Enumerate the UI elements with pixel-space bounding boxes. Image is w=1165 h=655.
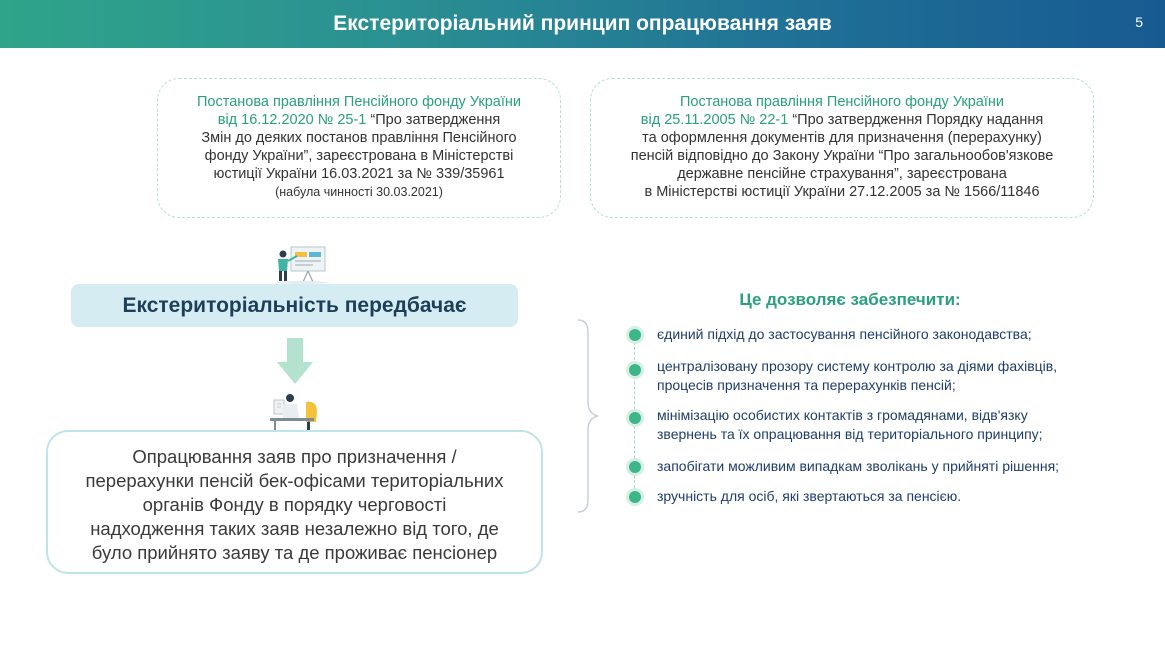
decree-2-line-5: державне пенсійне страхування”, зареєстрована (677, 166, 1007, 182)
decree-1-line-5: юстиції України 16.03.2021 за № 339/35961 (213, 166, 505, 182)
decree-2-line-1: Постанова правління Пенсійного фонду України (679, 94, 1005, 110)
process-line-1: Опрацювання заяв про призначення / (132, 446, 457, 467)
brace-icon (574, 318, 604, 514)
benefit-bullet-1 (629, 329, 641, 341)
decree-2-line-3: та оформлення документів для призначення (перерахунку) (642, 130, 1042, 146)
decree-2-continuation: “Про затвердження Порядку надання (788, 112, 1044, 128)
benefit-bullet-5 (629, 491, 641, 503)
benefit-3-line-2: звернень та їх опрацювання від територіального принципу; (657, 426, 1043, 442)
decree-1-continuation: “Про затвердження (366, 112, 501, 128)
process-line-2: перерахунки пенсій бек-офісами територіальних (85, 470, 504, 491)
process-line-4: надходження таких заяв незалежно від того, де (90, 518, 499, 539)
benefit-3-line-1: мінімізацію особистих контактів з громадянами, відв'язку (657, 407, 1028, 423)
extraterritoriality-pill: Екстериторіальність передбачає (71, 284, 518, 327)
decree-1-note: (набула чинності 30.03.2021) (275, 185, 443, 199)
decree-2-line-6: в Міністерстві юстиції України 27.12.2005 за № 1566/11846 (644, 184, 1040, 200)
benefit-1-line-1: єдиний підхід до застосування пенсійного законодавства; (657, 326, 1032, 342)
decree-box-2 (590, 78, 1094, 218)
process-description-box (46, 430, 543, 574)
page-number: 5 (1135, 14, 1143, 30)
decree-1-line-4: фонду України”, зареєстрована в Міністерстві (204, 148, 514, 164)
benefit-5-line-1: зручність для осіб, які звертаються за пенсією. (657, 488, 962, 504)
decree-2-number: від 25.11.2005 № 22-1 (640, 112, 789, 128)
page-title: Екстериторіальний принцип опрацювання заяв (333, 12, 832, 35)
benefit-2-line-2: процесів призначення та перерахунків пенсій; (657, 377, 956, 393)
benefit-item-4 (657, 457, 1137, 476)
benefit-2-line-1: централізовану прозору систему контролю за діями фахівців, (657, 358, 1058, 374)
benefit-item-1 (657, 325, 1137, 344)
decree-1-line-2 (158, 111, 560, 129)
presenter-icon (273, 244, 333, 284)
arrow-down-icon (275, 338, 315, 384)
process-line-5: було прийнято заяву та де проживає пенсіонер (91, 542, 498, 563)
decree-1-line-3: Змін до деяких постанов правління Пенсійного (201, 130, 517, 146)
benefit-bullet-4 (629, 461, 641, 473)
process-line-3: органів Фонду в порядку черговості (142, 494, 447, 515)
benefits-title: Це дозволяє забезпечити: (739, 290, 961, 309)
benefit-item-5 (657, 487, 1137, 506)
decree-1-number: від 16.12.2020 № 25-1 (217, 112, 367, 128)
benefit-item-2 (657, 357, 1137, 395)
decree-box-1 (157, 78, 561, 218)
office-worker-icon (270, 392, 326, 432)
decree-2-line-4: пенсій відповідно до Закону України “Про загальнообов'язкове (630, 148, 1054, 164)
benefit-bullet-3 (629, 412, 641, 424)
decree-2-line-2 (591, 111, 1093, 129)
benefit-bullet-2 (629, 364, 641, 376)
decree-1-line-1: Постанова правління Пенсійного фонду України (196, 94, 522, 110)
benefit-item-3 (657, 406, 1137, 444)
benefit-4-line-1: запобігати можливим випадкам зволікань у прийняті рішення; (657, 458, 1060, 474)
